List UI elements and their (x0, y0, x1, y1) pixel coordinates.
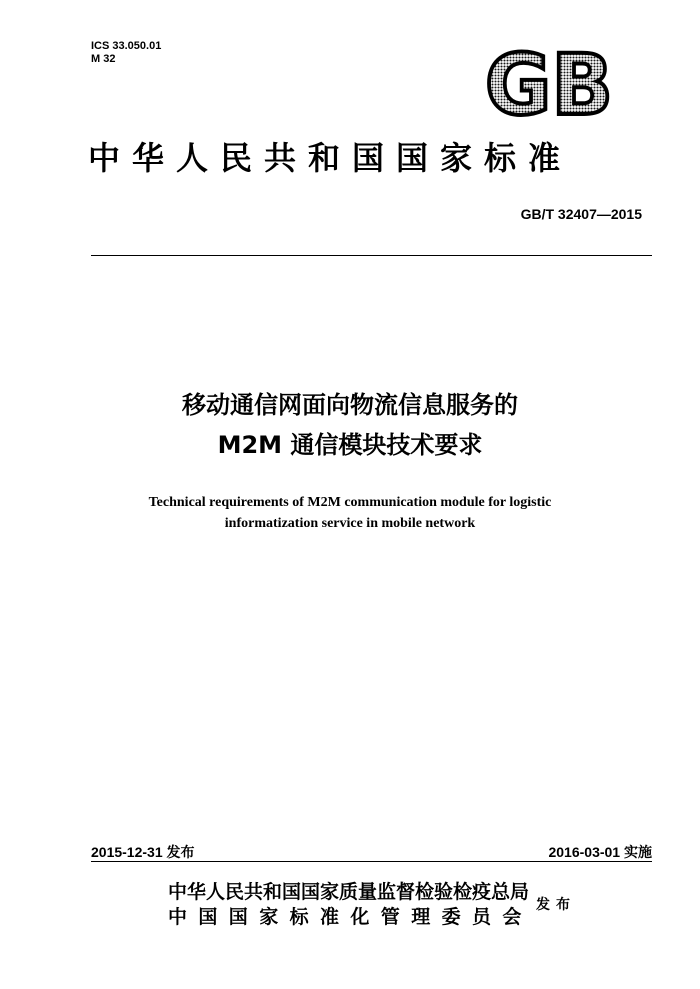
standard-number: GB/T 32407—2015 (520, 206, 642, 222)
standard-category-title: 中华人民共和国国家标准 (88, 139, 573, 177)
issue-date: 2015-12-31 发布 (91, 844, 195, 860)
title-cn-line2: M2M 通信模块技术要求 (217, 431, 483, 459)
issuer-line2: 中国国家标准化管理委员会 (168, 906, 533, 928)
gb-logo (482, 47, 616, 121)
issue-verb: 发布 (536, 897, 576, 913)
header-divider (91, 255, 652, 256)
svg-text:GB: GB (485, 47, 613, 121)
title-cn-line1: 移动通信网面向物流信息服务的 (182, 391, 518, 419)
classification-codes (91, 40, 161, 66)
ics-code: ICS 33.050.01 (91, 40, 162, 52)
title-en-line1: Technical requirements of M2M communication module for logistic (148, 495, 552, 510)
ccs-code: M 32 (91, 53, 116, 65)
implementation-date: 2016-03-01 实施 (548, 844, 652, 860)
issuer-line1: 中华人民共和国国家质量监督检验检疫总局 (168, 881, 530, 903)
footer-divider (91, 861, 652, 862)
title-en-line2: informatization service in mobile network (224, 516, 476, 531)
